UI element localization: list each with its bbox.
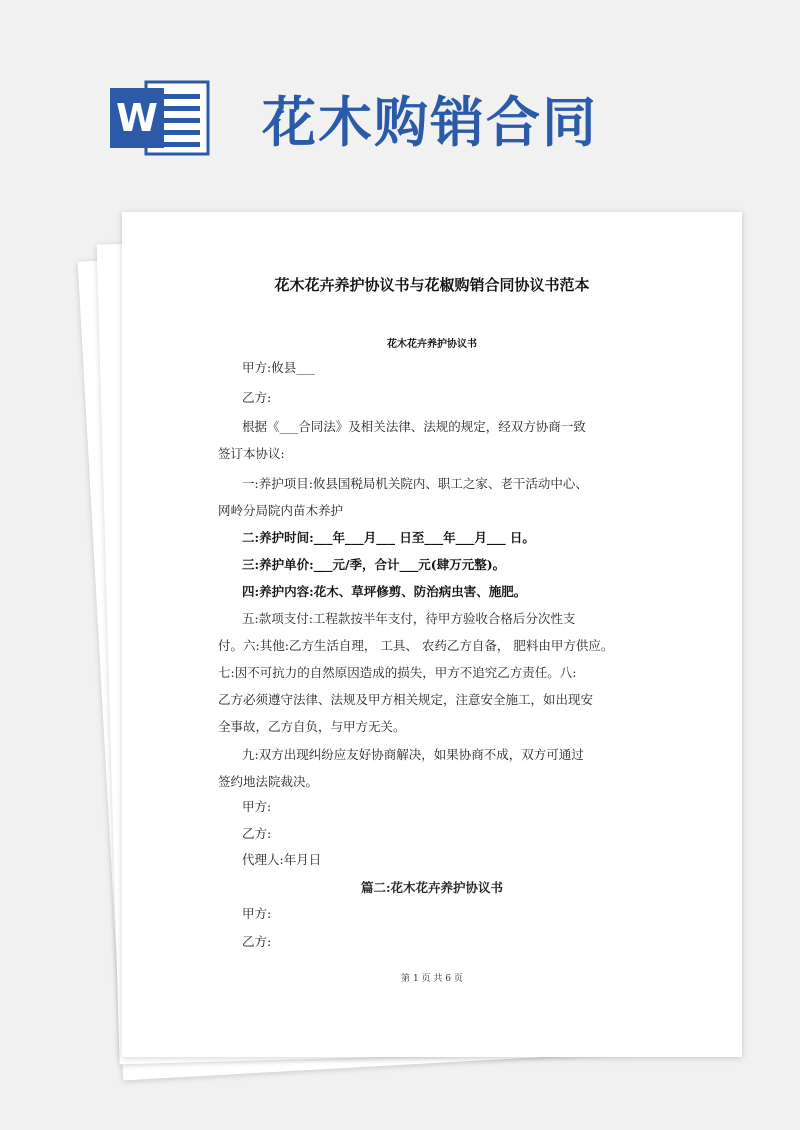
document-title: 花木花卉养护协议书与花椒购销合同协议书范本 [274,276,590,294]
paragraph-line: 五:款项支付:工程款按半年支付，待甲方验收合格后分次性支 [242,611,576,626]
signature-party-a: 甲方: [242,799,272,814]
party-b-line: 乙方: [242,390,272,405]
paragraph-line: 签订本协议: [218,446,285,461]
party-b-line: 乙方: [242,934,272,949]
document-subtitle: 花木花卉养护协议书 [387,339,477,350]
section-heading: 篇二:花木花卉养护协议书 [360,880,504,895]
paragraph-line: 付。六:其他:乙方生活自理， 工具、 农药乙方自备， 肥料由甲方供应。 [218,638,614,653]
paragraph-line: 乙方必须遵守法律、法规及甲方相关规定，注意安全施工，如出现安 [218,692,594,707]
svg-text:W: W [116,96,158,140]
banner [0,0,800,190]
signature-party-b: 乙方: [242,826,272,841]
party-a-line: 甲方:攸县___ [242,360,315,375]
paragraph-line: 全事故，乙方自负，与甲方无关。 [218,719,406,734]
paragraph-line: 七:因不可抗力的自然原因造成的损失，甲方不追究乙方责任。八: [218,665,577,680]
word-document-icon [108,78,212,158]
banner-title: 花木购销合同 [262,91,598,154]
signature-agent-date: 代理人:年月日 [242,852,322,867]
paragraph-line: 九:双方出现纠纷应友好协商解决，如果协商不成，双方可通过 [242,747,584,762]
paragraph-line: 二:养护时间:___年___月___ 日至___年___月___ 日。 [242,530,535,545]
paragraph-line: 根据《___合同法》及相关法律、法规的规定，经双方协商一致 [242,419,586,434]
paragraph-line: 签约地法院裁决。 [218,774,319,789]
page-number-footer: 第 1 页 共 6 页 [401,974,463,984]
paragraph-line: 四:养护内容:花木、草坪修剪、防治病虫害、施肥。 [242,584,527,599]
document-page [122,212,742,1057]
paragraph-line: 网岭分局院内苗木养护 [218,503,344,518]
paragraph-line: 一:养护项目:攸县国税局机关院内、职工之家、老干活动中心、 [242,476,588,491]
paragraph-line: 三:养护单价:___元/季，合计___元(肆万元整)。 [242,557,506,572]
party-a-line: 甲方: [242,906,272,921]
